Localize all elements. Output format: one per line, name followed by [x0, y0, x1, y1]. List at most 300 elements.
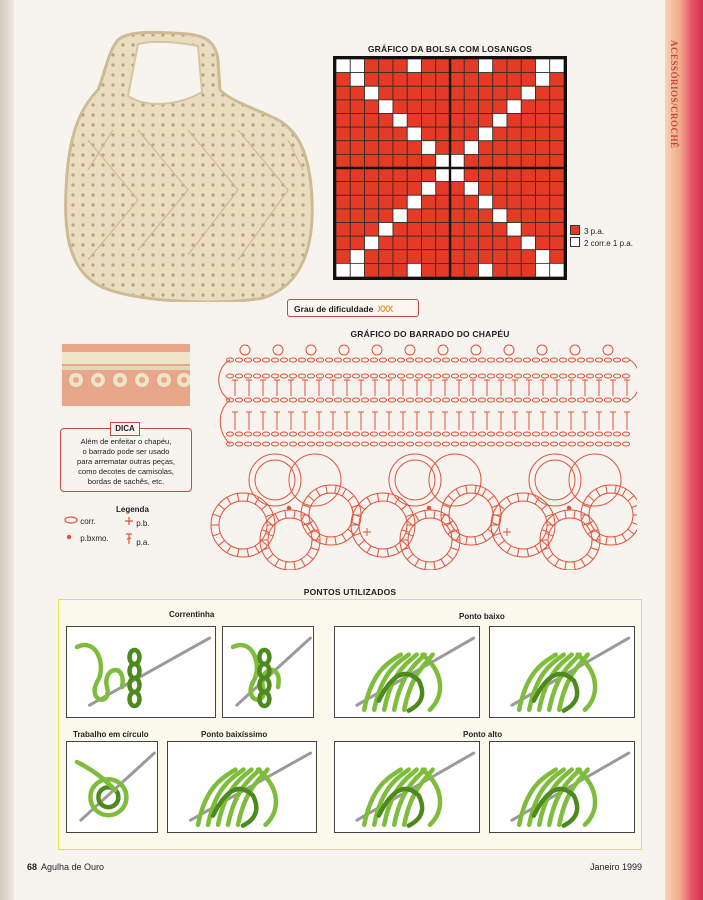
grid-cell-filled — [507, 209, 521, 223]
grid-cell-empty — [536, 250, 550, 264]
grid-cell-filled — [479, 250, 493, 264]
grid-cell-filled — [393, 154, 407, 168]
grid-cell-filled — [407, 182, 421, 196]
grid-cell-filled — [365, 263, 379, 277]
grid-cell-filled — [436, 223, 450, 237]
grid-cell-filled — [450, 127, 464, 141]
grid-cell-filled — [550, 209, 564, 223]
grid-cell-filled — [422, 168, 436, 182]
grid-cell-filled — [521, 182, 535, 196]
grid-cell-filled — [536, 223, 550, 237]
grid-cell-filled — [422, 250, 436, 264]
grid-cell-filled — [550, 114, 564, 128]
footer-left — [27, 862, 104, 872]
photo-correntinha-1 — [66, 626, 216, 718]
magazine-name: Agulha de Ouro — [41, 862, 105, 872]
grid-cell-filled — [493, 141, 507, 155]
grid-cell-filled — [350, 236, 364, 250]
grid-cell-filled — [493, 100, 507, 114]
legend-item-empty — [570, 237, 633, 249]
hat-chart-title: GRÁFICO DO BARRADO DO CHAPÉU — [350, 329, 510, 339]
grid-cell-filled — [365, 195, 379, 209]
grid-cell-filled — [379, 127, 393, 141]
grid-cell-empty — [464, 182, 478, 196]
grid-cell-filled — [422, 263, 436, 277]
grid-cell-filled — [407, 114, 421, 128]
grid-cell-empty — [379, 223, 393, 237]
difficulty-label: Grau de dificuldade — [294, 304, 374, 314]
stitch-illustration — [168, 742, 317, 833]
grid-cell-filled — [336, 209, 350, 223]
label-trabalho-circulo: Trabalho em círculo — [73, 730, 149, 739]
grid-cell-filled — [379, 59, 393, 73]
grid-cell-filled — [379, 195, 393, 209]
grid-cell-filled — [479, 100, 493, 114]
grid-cell-empty — [479, 263, 493, 277]
photo-ponto-alto-2 — [489, 741, 635, 833]
grid-cell-filled — [493, 182, 507, 196]
grid-cell-filled — [436, 127, 450, 141]
grid-cell-empty — [350, 250, 364, 264]
slip-stitch-dot — [287, 506, 291, 510]
grid-cell-filled — [464, 195, 478, 209]
grid-cell-filled — [422, 114, 436, 128]
grid-cell-filled — [507, 195, 521, 209]
grid-cell-filled — [365, 182, 379, 196]
grid-cell-filled — [550, 195, 564, 209]
stitch-illustration — [335, 742, 480, 833]
grid-cell-filled — [393, 141, 407, 155]
grid-cell-filled — [464, 73, 478, 87]
grid-cell-empty — [436, 168, 450, 182]
grid-cell-filled — [393, 127, 407, 141]
grid-cell-filled — [393, 86, 407, 100]
grid-cell-filled — [422, 59, 436, 73]
section-side-label: ACESSÓRIOS/CROCHÊ — [669, 40, 679, 149]
photo-correntinha-2 — [222, 626, 314, 718]
stitch-illustration — [490, 742, 635, 833]
grid-cell-filled — [407, 141, 421, 155]
grid-cell-empty — [536, 59, 550, 73]
grid-cell-filled — [436, 209, 450, 223]
grid-cell-filled — [479, 182, 493, 196]
grid-cell-filled — [336, 223, 350, 237]
tip-box — [60, 428, 192, 492]
grid-cell-filled — [407, 154, 421, 168]
grid-cell-filled — [507, 236, 521, 250]
grid-cell-filled — [379, 236, 393, 250]
grid-cell-filled — [507, 250, 521, 264]
grid-cell-filled — [393, 182, 407, 196]
legend-label-pb: p.b. — [136, 519, 150, 528]
stitches-title: PONTOS UTILIZADOS — [303, 587, 397, 597]
grid-cell-filled — [365, 168, 379, 182]
grid-cell-filled — [436, 86, 450, 100]
grid-cell-empty — [507, 223, 521, 237]
grid-cell-filled — [436, 250, 450, 264]
grid-cell-filled — [450, 182, 464, 196]
grid-cell-filled — [407, 86, 421, 100]
cross-icon — [124, 516, 134, 526]
grid-cell-filled — [436, 141, 450, 155]
grid-cell-empty — [422, 141, 436, 155]
grid-cell-empty — [493, 209, 507, 223]
grid-cell-filled — [393, 168, 407, 182]
bag-grid-svg — [336, 59, 564, 277]
footer-date: Janeiro 1999 — [590, 862, 643, 872]
grid-cell-filled — [464, 114, 478, 128]
grid-cell-filled — [379, 86, 393, 100]
tip-tag: DICA — [110, 422, 140, 436]
grid-cell-filled — [336, 182, 350, 196]
photo-trabalho-circulo — [66, 741, 158, 833]
grid-cell-empty — [493, 114, 507, 128]
grid-cell-filled — [350, 114, 364, 128]
grid-cell-filled — [407, 250, 421, 264]
grid-cell-filled — [393, 223, 407, 237]
grid-cell-filled — [350, 182, 364, 196]
grid-cell-filled — [407, 223, 421, 237]
grid-cell-filled — [507, 59, 521, 73]
page-gutter — [0, 0, 14, 900]
grid-cell-filled — [550, 127, 564, 141]
grid-cell-filled — [450, 209, 464, 223]
dot-icon — [64, 533, 78, 541]
grid-cell-filled — [336, 100, 350, 114]
grid-cell-filled — [521, 250, 535, 264]
legend-item-filled — [570, 225, 633, 237]
grid-cell-filled — [536, 114, 550, 128]
grid-cell-filled — [507, 73, 521, 87]
grid-cell-filled — [450, 114, 464, 128]
legend-row-corr — [64, 516, 96, 526]
grid-cell-empty — [479, 127, 493, 141]
legend-text-filled: 3 p.a. — [584, 227, 605, 236]
grid-cell-filled — [507, 114, 521, 128]
grid-cell-filled — [521, 127, 535, 141]
grid-cell-filled — [464, 100, 478, 114]
grid-cell-filled — [336, 195, 350, 209]
grid-cell-filled — [393, 236, 407, 250]
grid-cell-filled — [507, 263, 521, 277]
grid-cell-filled — [536, 86, 550, 100]
grid-cell-filled — [493, 154, 507, 168]
grid-cell-filled — [436, 59, 450, 73]
stitch-illustration — [67, 627, 216, 718]
grid-cell-filled — [350, 127, 364, 141]
grid-cell-filled — [407, 236, 421, 250]
grid-cell-filled — [336, 236, 350, 250]
hat-border-chart — [205, 340, 637, 570]
grid-cell-filled — [336, 141, 350, 155]
grid-cell-empty — [464, 141, 478, 155]
grid-cell-filled — [521, 114, 535, 128]
grid-cell-empty — [550, 59, 564, 73]
legend-swatch-filled — [570, 225, 580, 235]
grid-cell-filled — [550, 86, 564, 100]
grid-cell-empty — [507, 100, 521, 114]
grid-cell-empty — [450, 168, 464, 182]
grid-cell-filled — [350, 195, 364, 209]
grid-cell-filled — [479, 141, 493, 155]
grid-cell-empty — [521, 86, 535, 100]
photo-ponto-baixissimo — [167, 741, 317, 833]
tip-line: para arrematar outras peças, — [77, 457, 175, 466]
grid-cell-filled — [336, 250, 350, 264]
grid-cell-empty — [536, 73, 550, 87]
grid-cell-filled — [393, 263, 407, 277]
grid-cell-filled — [550, 100, 564, 114]
trim-photo — [62, 344, 190, 406]
grid-cell-empty — [550, 263, 564, 277]
grid-cell-filled — [479, 73, 493, 87]
grid-cell-filled — [464, 127, 478, 141]
grid-cell-filled — [436, 236, 450, 250]
grid-cell-filled — [422, 73, 436, 87]
hat-chart-strokes — [211, 345, 637, 570]
grid-cell-empty — [436, 154, 450, 168]
grid-cell-filled — [365, 59, 379, 73]
grid-cell-filled — [521, 154, 535, 168]
trefoil-motif — [211, 454, 371, 570]
grid-cell-filled — [507, 127, 521, 141]
legend-row-pb — [124, 516, 150, 528]
grid-cell-empty — [379, 100, 393, 114]
grid-cell-filled — [450, 73, 464, 87]
grid-cell-filled — [521, 168, 535, 182]
grid-cell-empty — [393, 114, 407, 128]
grid-cell-filled — [336, 168, 350, 182]
crochet-bag-photo — [58, 30, 320, 302]
grid-cell-filled — [550, 168, 564, 182]
grid-cell-filled — [336, 127, 350, 141]
bag-chart-title: GRÁFICO DA BOLSA COM LOSANGOS — [367, 44, 533, 54]
grid-cell-filled — [365, 127, 379, 141]
bag-chart-legend — [570, 225, 633, 249]
grid-cell-filled — [493, 59, 507, 73]
grid-cell-filled — [536, 154, 550, 168]
grid-cell-filled — [379, 250, 393, 264]
grid-cell-filled — [407, 100, 421, 114]
grid-cell-filled — [450, 263, 464, 277]
grid-cell-filled — [365, 114, 379, 128]
photo-ponto-baixo-1 — [334, 626, 480, 718]
page-number: 68 — [27, 862, 38, 872]
grid-cell-filled — [450, 250, 464, 264]
grid-cell-filled — [450, 223, 464, 237]
grid-cell-filled — [450, 59, 464, 73]
tip-line: bordas de sachês, etc. — [87, 477, 165, 486]
grid-cell-empty — [450, 154, 464, 168]
grid-cell-filled — [393, 250, 407, 264]
grid-cell-filled — [464, 250, 478, 264]
grid-cell-filled — [479, 154, 493, 168]
label-ponto-baixissimo: Ponto baixíssimo — [201, 730, 268, 739]
grid-cell-filled — [550, 223, 564, 237]
tip-line: como decotes de camisolas, — [78, 467, 174, 476]
grid-cell-filled — [379, 73, 393, 87]
grid-cell-empty — [407, 59, 421, 73]
legend-row-pa — [124, 533, 150, 547]
stitch-illustration — [335, 627, 480, 718]
grid-cell-filled — [393, 59, 407, 73]
grid-cell-filled — [550, 182, 564, 196]
grid-cell-filled — [464, 209, 478, 223]
stitch-illustration — [223, 627, 314, 718]
grid-cell-filled — [450, 195, 464, 209]
grid-cell-filled — [521, 263, 535, 277]
grid-cell-filled — [379, 182, 393, 196]
grid-cell-empty — [521, 236, 535, 250]
grid-cell-empty — [336, 59, 350, 73]
grid-cell-filled — [365, 141, 379, 155]
legend-title: Legenda — [116, 505, 149, 514]
grid-cell-filled — [521, 195, 535, 209]
legend-text-empty: 2 corr.e 1 p.a. — [584, 239, 633, 248]
grid-cell-filled — [464, 223, 478, 237]
stitch-illustration — [67, 742, 158, 833]
grid-cell-filled — [536, 209, 550, 223]
legend-row-pbxmo — [64, 533, 109, 543]
grid-cell-filled — [350, 86, 364, 100]
chain-oval-icon — [64, 516, 78, 524]
legend-swatch-empty — [570, 237, 580, 247]
grid-cell-filled — [464, 168, 478, 182]
grid-cell-filled — [493, 263, 507, 277]
grid-cell-filled — [479, 223, 493, 237]
grid-cell-filled — [379, 209, 393, 223]
grid-cell-filled — [336, 114, 350, 128]
legend-label-pa: p.a. — [136, 538, 150, 547]
grid-cell-filled — [507, 86, 521, 100]
grid-cell-filled — [422, 154, 436, 168]
grid-cell-filled — [436, 114, 450, 128]
grid-cell-filled — [407, 168, 421, 182]
grid-cell-empty — [479, 59, 493, 73]
grid-cell-filled — [464, 59, 478, 73]
slip-stitch-dot — [427, 506, 431, 510]
grid-cell-filled — [393, 195, 407, 209]
grid-cell-filled — [521, 59, 535, 73]
stitch-illustration — [490, 627, 635, 718]
trefoil-motif — [351, 454, 511, 570]
grid-cell-filled — [379, 168, 393, 182]
difficulty-badge — [287, 299, 419, 317]
stitches-panel — [58, 599, 642, 850]
grid-cell-filled — [479, 86, 493, 100]
grid-cell-filled — [507, 182, 521, 196]
grid-cell-empty — [350, 73, 364, 87]
grid-cell-filled — [521, 223, 535, 237]
grid-cell-filled — [479, 168, 493, 182]
grid-cell-filled — [464, 236, 478, 250]
grid-cell-filled — [365, 209, 379, 223]
grid-cell-filled — [521, 73, 535, 87]
tip-line: o barrado pode ser usado — [82, 447, 170, 456]
grid-cell-filled — [521, 209, 535, 223]
grid-cell-filled — [479, 114, 493, 128]
grid-cell-empty — [365, 236, 379, 250]
grid-cell-filled — [536, 195, 550, 209]
grid-cell-filled — [436, 195, 450, 209]
grid-cell-filled — [493, 236, 507, 250]
grid-cell-filled — [493, 127, 507, 141]
grid-cell-filled — [450, 236, 464, 250]
grid-cell-filled — [436, 263, 450, 277]
grid-cell-filled — [507, 168, 521, 182]
grid-cell-filled — [350, 100, 364, 114]
grid-cell-filled — [493, 195, 507, 209]
grid-cell-filled — [550, 141, 564, 155]
grid-cell-empty — [336, 263, 350, 277]
grid-cell-filled — [436, 100, 450, 114]
label-ponto-alto: Ponto alto — [463, 730, 503, 739]
grid-cell-filled — [365, 154, 379, 168]
grid-cell-filled — [407, 209, 421, 223]
grid-cell-filled — [422, 236, 436, 250]
grid-cell-filled — [379, 154, 393, 168]
grid-cell-empty — [407, 195, 421, 209]
grid-cell-filled — [536, 127, 550, 141]
grid-cell-filled — [436, 73, 450, 87]
grid-cell-filled — [422, 223, 436, 237]
grid-cell-filled — [493, 168, 507, 182]
grid-cell-filled — [379, 263, 393, 277]
grid-cell-filled — [550, 73, 564, 87]
grid-cell-filled — [422, 86, 436, 100]
grid-cell-filled — [550, 236, 564, 250]
grid-cell-filled — [422, 100, 436, 114]
grid-cell-filled — [493, 73, 507, 87]
grid-cell-filled — [422, 209, 436, 223]
grid-cell-filled — [379, 141, 393, 155]
grid-cell-filled — [536, 236, 550, 250]
grid-cell-filled — [493, 86, 507, 100]
grid-cell-filled — [450, 100, 464, 114]
grid-cell-filled — [365, 73, 379, 87]
bag-grid-chart — [333, 56, 567, 280]
grid-cell-filled — [536, 182, 550, 196]
grid-cell-filled — [436, 182, 450, 196]
grid-cell-filled — [493, 223, 507, 237]
grid-cell-filled — [450, 141, 464, 155]
grid-cell-filled — [350, 141, 364, 155]
grid-cell-filled — [365, 250, 379, 264]
grid-cell-filled — [507, 141, 521, 155]
grid-cell-empty — [536, 263, 550, 277]
trefoil-motif — [491, 454, 637, 570]
grid-cell-empty — [407, 127, 421, 141]
grid-cell-filled — [521, 100, 535, 114]
grid-cell-filled — [350, 223, 364, 237]
tall-stitch-icon — [124, 533, 134, 545]
grid-cell-filled — [350, 154, 364, 168]
grid-cell-filled — [507, 154, 521, 168]
tip-line: Além de enfeitar o chapéu, — [80, 437, 172, 446]
legend-label-pbxmo: p.bxmo. — [80, 534, 109, 543]
grid-cell-filled — [407, 73, 421, 87]
grid-cell-filled — [350, 168, 364, 182]
grid-cell-filled — [422, 195, 436, 209]
grid-cell-empty — [393, 209, 407, 223]
grid-cell-filled — [550, 250, 564, 264]
grid-cell-filled — [393, 100, 407, 114]
difficulty-marks: XXX — [377, 304, 393, 314]
grid-cell-empty — [350, 59, 364, 73]
grid-cell-filled — [536, 168, 550, 182]
grid-cell-filled — [422, 127, 436, 141]
grid-cell-filled — [336, 154, 350, 168]
